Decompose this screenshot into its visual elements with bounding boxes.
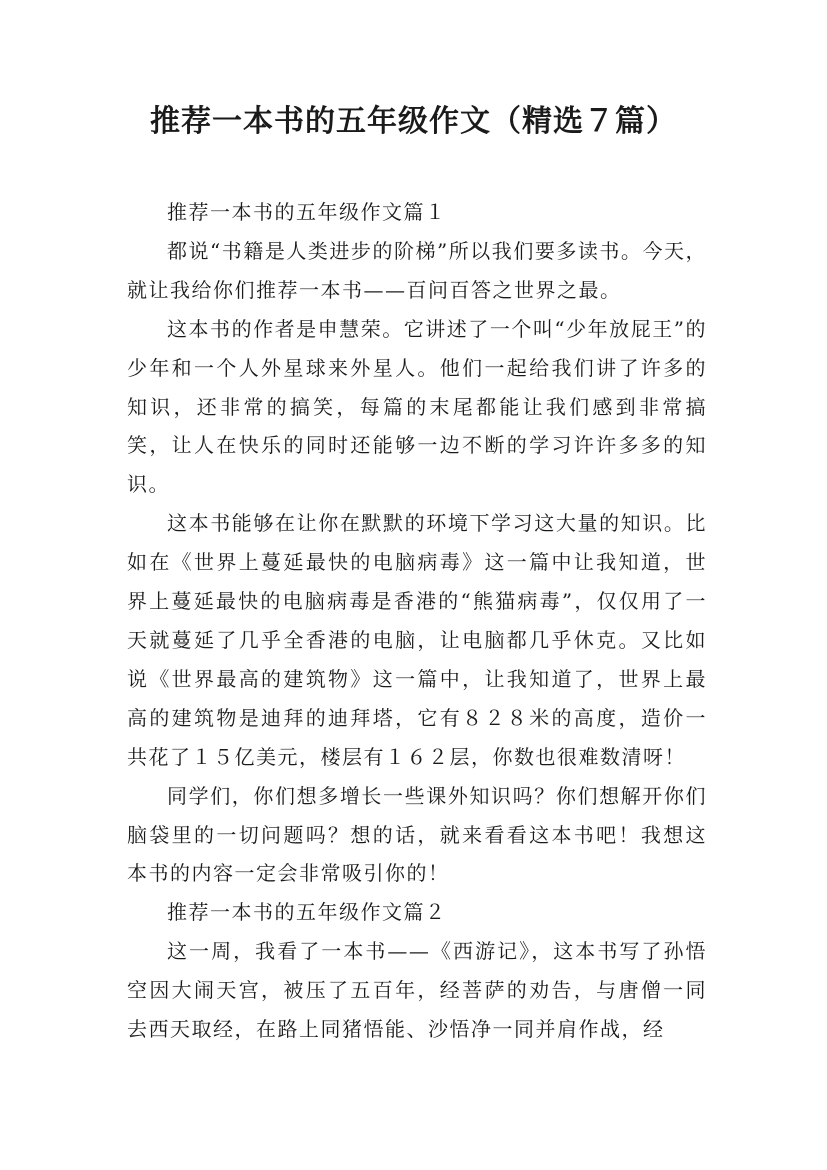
paragraph: 这本书能够在让你在默默的环境下学习这大量的知识。比如在《世界上蔓延最快的电脑病毒》这一篇中让我知道，世界上蔓延最快的电脑病毒是香港的“熊猫病毒”，仅仅用了一天就蔓延了几乎全香港的电脑，让电脑都几乎休克。又比如说《世界最高的建筑物》这一篇中，让我知道了，世界上最高的建筑物是迪拜的迪拜塔，它有８２８米的高度，造价一共花了１５亿美元，楼层有１６２层，你数也很难数清呀！ [127, 511, 707, 769]
document-body [127, 193, 707, 1049]
document-title: 推荐一本书的五年级作文（精选７篇） [150, 104, 677, 139]
paragraph: 这本书的作者是申慧荣。它讲述了一个叫“少年放屁王”的少年和一个人外星球来外星人。他们一起给我们讲了许多的知识，还非常的搞笑，每篇的末尾都能让我们感到非常搞笑，让人在快乐的同时还能够一边不断的学习许许多多的知识。 [127, 316, 707, 497]
section-heading-2: 推荐一本书的五年级作文篇２ [167, 900, 447, 925]
paragraph: 这一周，我看了一本书——《西游记》，这本书写了孙悟空因大闹天宫，被压了五百年，经菩萨的劝告，与唐僧一同去西天取经，在路上同猪悟能、沙悟净一同并肩作战，经 [127, 939, 707, 1042]
paragraph: 同学们，你们想多增长一些课外知识吗？你们想解开你们脑袋里的一切问题吗？想的话，就来看看这本书吧！我想这本书的内容一定会非常吸引你的！ [127, 783, 707, 886]
section-heading-1: 推荐一本书的五年级作文篇１ [167, 200, 447, 224]
paragraph: 都说“书籍是人类进步的阶梯”所以我们要多读书。今天，就让我给你们推荐一本书——百问百答之世界之最。 [127, 238, 707, 302]
